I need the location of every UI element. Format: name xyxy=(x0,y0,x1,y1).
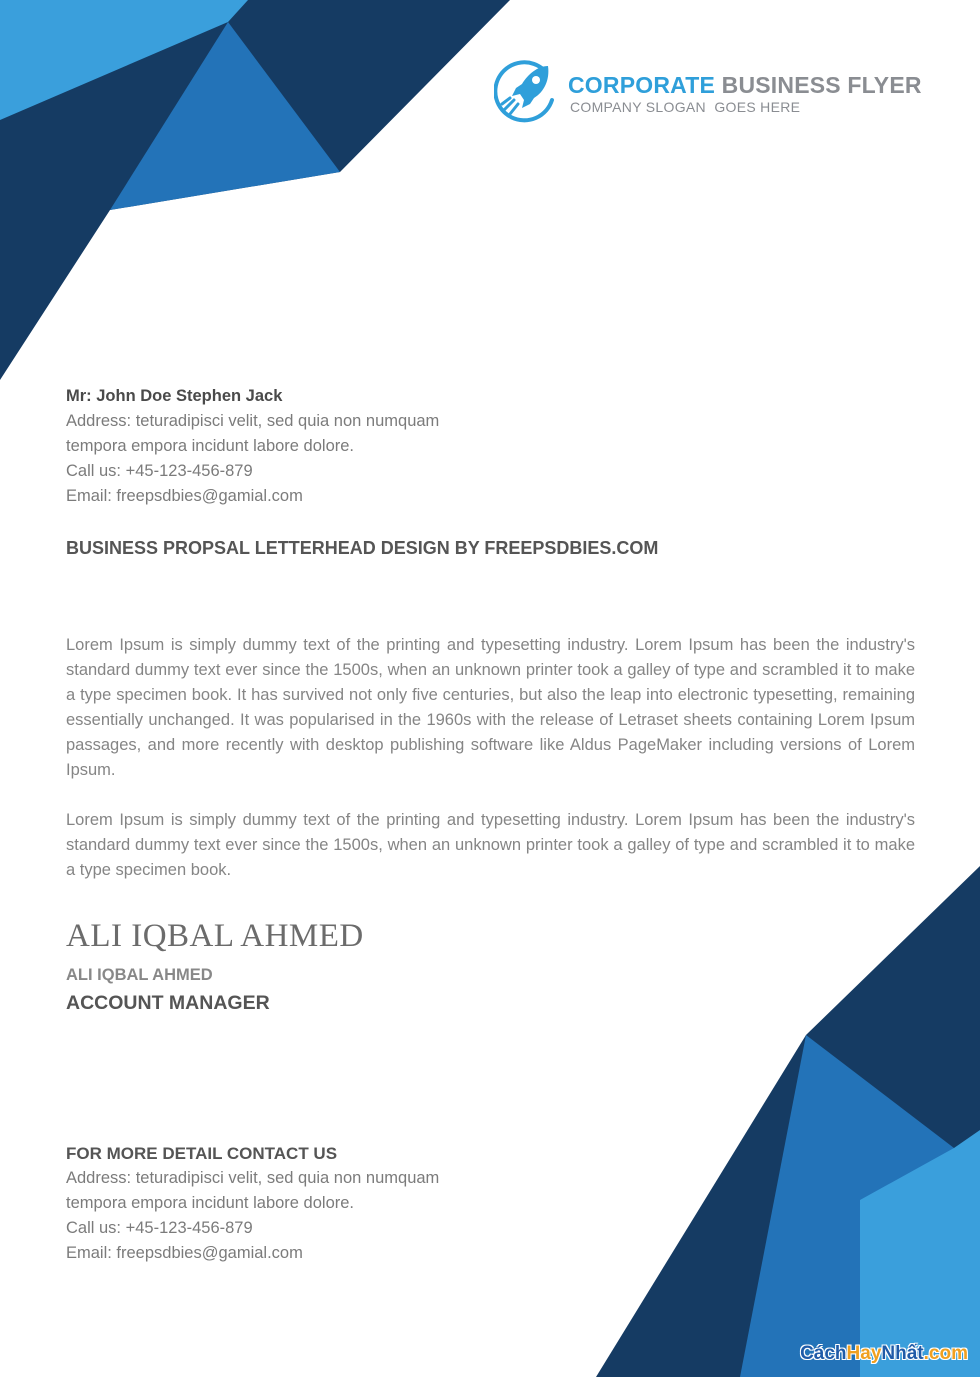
recipient-address-line1: Address: teturadipisci velit, sed quia non numquam xyxy=(66,412,440,430)
recipient-phone: Call us: +45-123-456-879 xyxy=(66,462,253,480)
contact-block xyxy=(66,1141,439,1266)
logo-slogan: COMPANY SLOGAN GOES HERE xyxy=(570,99,801,115)
signatory-name: ALI IQBAL AHMED xyxy=(66,966,213,984)
logo-title-business-flyer: BUSINESS FLYER xyxy=(721,72,922,98)
recipient-name: Mr: John Doe Stephen Jack xyxy=(66,387,283,405)
contact-email: Email: freepsdbies@gamial.com xyxy=(66,1244,303,1262)
contact-phone: Call us: +45-123-456-879 xyxy=(66,1219,253,1237)
body-paragraph-1: Lorem Ipsum is simply dummy text of the printing and typesetting industry. Lorem Ipsum has been the industry's standard dummy text ever since the 1500s, when an unknown printer took a galley of type and scrambled it to make a type specimen book. It has survived not only five centuries, but also the leap into electronic typesetting, remaining essentially unchanged. It was popularised in the 1960s with the release of Letraset sheets containing Lorem Ipsum passages, and more recently with desktop publishing software like Aldus PageMaker including versions of Lorem Ipsum. xyxy=(66,636,915,779)
body-paragraph-2: Lorem Ipsum is simply dummy text of the printing and typesetting industry. Lorem Ipsum has been the industry's standard dummy text ever since the 1500s, when an unknown printer took a galley of type and scrambled it to make a type specimen book. xyxy=(66,811,915,879)
watermark-part2: Hay xyxy=(846,1343,882,1364)
signatory-role: ACCOUNT MANAGER xyxy=(66,992,270,1014)
watermark-part4: .com xyxy=(923,1343,968,1364)
rocket-icon xyxy=(494,58,558,124)
logo-title xyxy=(568,72,922,99)
contact-address-line2: tempora empora incidunt labore dolore. xyxy=(66,1194,355,1212)
watermark xyxy=(800,1343,968,1365)
recipient-address-line2: tempora empora incidunt labore dolore. xyxy=(66,437,355,455)
company-logo xyxy=(494,58,934,128)
recipient-block xyxy=(66,384,439,509)
signature: ALI IQBAL AHMED xyxy=(66,918,364,954)
watermark-part1: Cách xyxy=(800,1343,847,1364)
contact-address-line1: Address: teturadipisci velit, sed quia non numquam xyxy=(66,1169,440,1187)
logo-title-corporate: CORPORATE xyxy=(568,72,716,98)
recipient-email: Email: freepsdbies@gamial.com xyxy=(66,487,303,505)
watermark-part3: Nhất xyxy=(881,1343,924,1364)
letter-subject: BUSINESS PROPSAL LETTERHEAD DESIGN BY FREEPSDBIES.COM xyxy=(66,538,659,558)
contact-title: FOR MORE DETAIL CONTACT US xyxy=(66,1144,338,1163)
